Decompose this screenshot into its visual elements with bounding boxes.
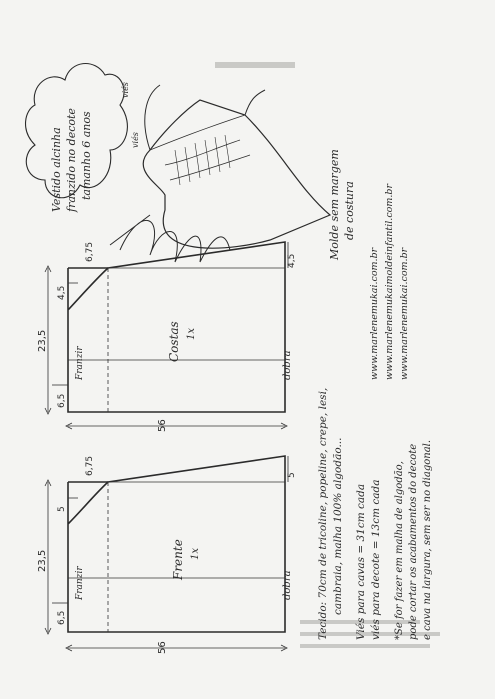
front-pattern-piece [37, 456, 297, 654]
front-neck-depth-value: 5 [57, 506, 67, 512]
front-piece-name: Frente [171, 539, 185, 580]
back-pattern-piece [37, 242, 297, 432]
mold-note-line1: Molde sem margem [328, 149, 341, 260]
materials-notes [317, 388, 433, 640]
sketch-vies-top: viés [121, 82, 130, 98]
designer-signature [110, 215, 230, 262]
front-fold-label: dobra [282, 570, 293, 600]
front-side-drop-value: 5 [287, 472, 297, 478]
back-piece-qty: 1x [186, 327, 197, 340]
dress-title-line1: Vestido alcinha [50, 127, 63, 212]
back-width-value: 56 [157, 419, 168, 432]
website-url-3: www.marlenemukai.com.br [399, 247, 410, 380]
front-neck-offset-value: 6,75 [85, 455, 95, 476]
materials-note-line3: e cava na largura, sem ser no diagonal. [422, 439, 433, 640]
back-neck-depth-value: 4,5 [57, 285, 67, 300]
back-piece-name: Costas [167, 321, 181, 362]
dress-title-line2: franzido no decote [65, 108, 78, 212]
materials-bias-neck: viés para decote = 13cm cada [370, 479, 382, 640]
faint-heading-bleed [215, 62, 295, 68]
front-waist-mark-value: 6,5 [57, 610, 67, 625]
front-gather-label: Franzir [75, 566, 85, 600]
back-gather-label: Franzir [75, 346, 85, 380]
back-waist-mark-value: 6,5 [57, 393, 67, 408]
sketch-vies-left: viés [131, 132, 140, 148]
back-neck-offset-value: 6,75 [85, 241, 95, 262]
faint-footer-bleed [300, 644, 430, 648]
back-length-value: 23,5 [37, 329, 48, 352]
dress-title-line3: tamanho 6 anos [80, 111, 93, 200]
website-url-2: www.marlenemukaimoldeinfantil.com.br [384, 183, 395, 380]
materials-note-line2: pode cortar os acabamentos do decote [408, 443, 419, 640]
back-side-drop-value: 4,5 [287, 253, 297, 268]
dress-sketch [110, 82, 330, 262]
front-piece-qty: 1x [190, 547, 201, 560]
front-length-value: 23,5 [37, 549, 48, 572]
website-url-1: www.marlenemukai.com.br [369, 247, 380, 380]
materials-fabric-line2: cambraia, malha 100% algodão... [332, 437, 344, 615]
materials-note-line1: *Se for fazer em malha de algodão, [394, 461, 405, 640]
back-fold-label: dobra [282, 350, 293, 380]
mold-note-line2: de costura [343, 181, 356, 240]
materials-bias-armhole: Viés para cavas = 31cm cada [355, 483, 367, 640]
dress-title-cloud [26, 64, 128, 213]
front-width-value: 56 [157, 641, 168, 654]
materials-fabric-line1: Tecido: 70cm de tricoline, popeline, crepe, lesi, [317, 387, 329, 640]
